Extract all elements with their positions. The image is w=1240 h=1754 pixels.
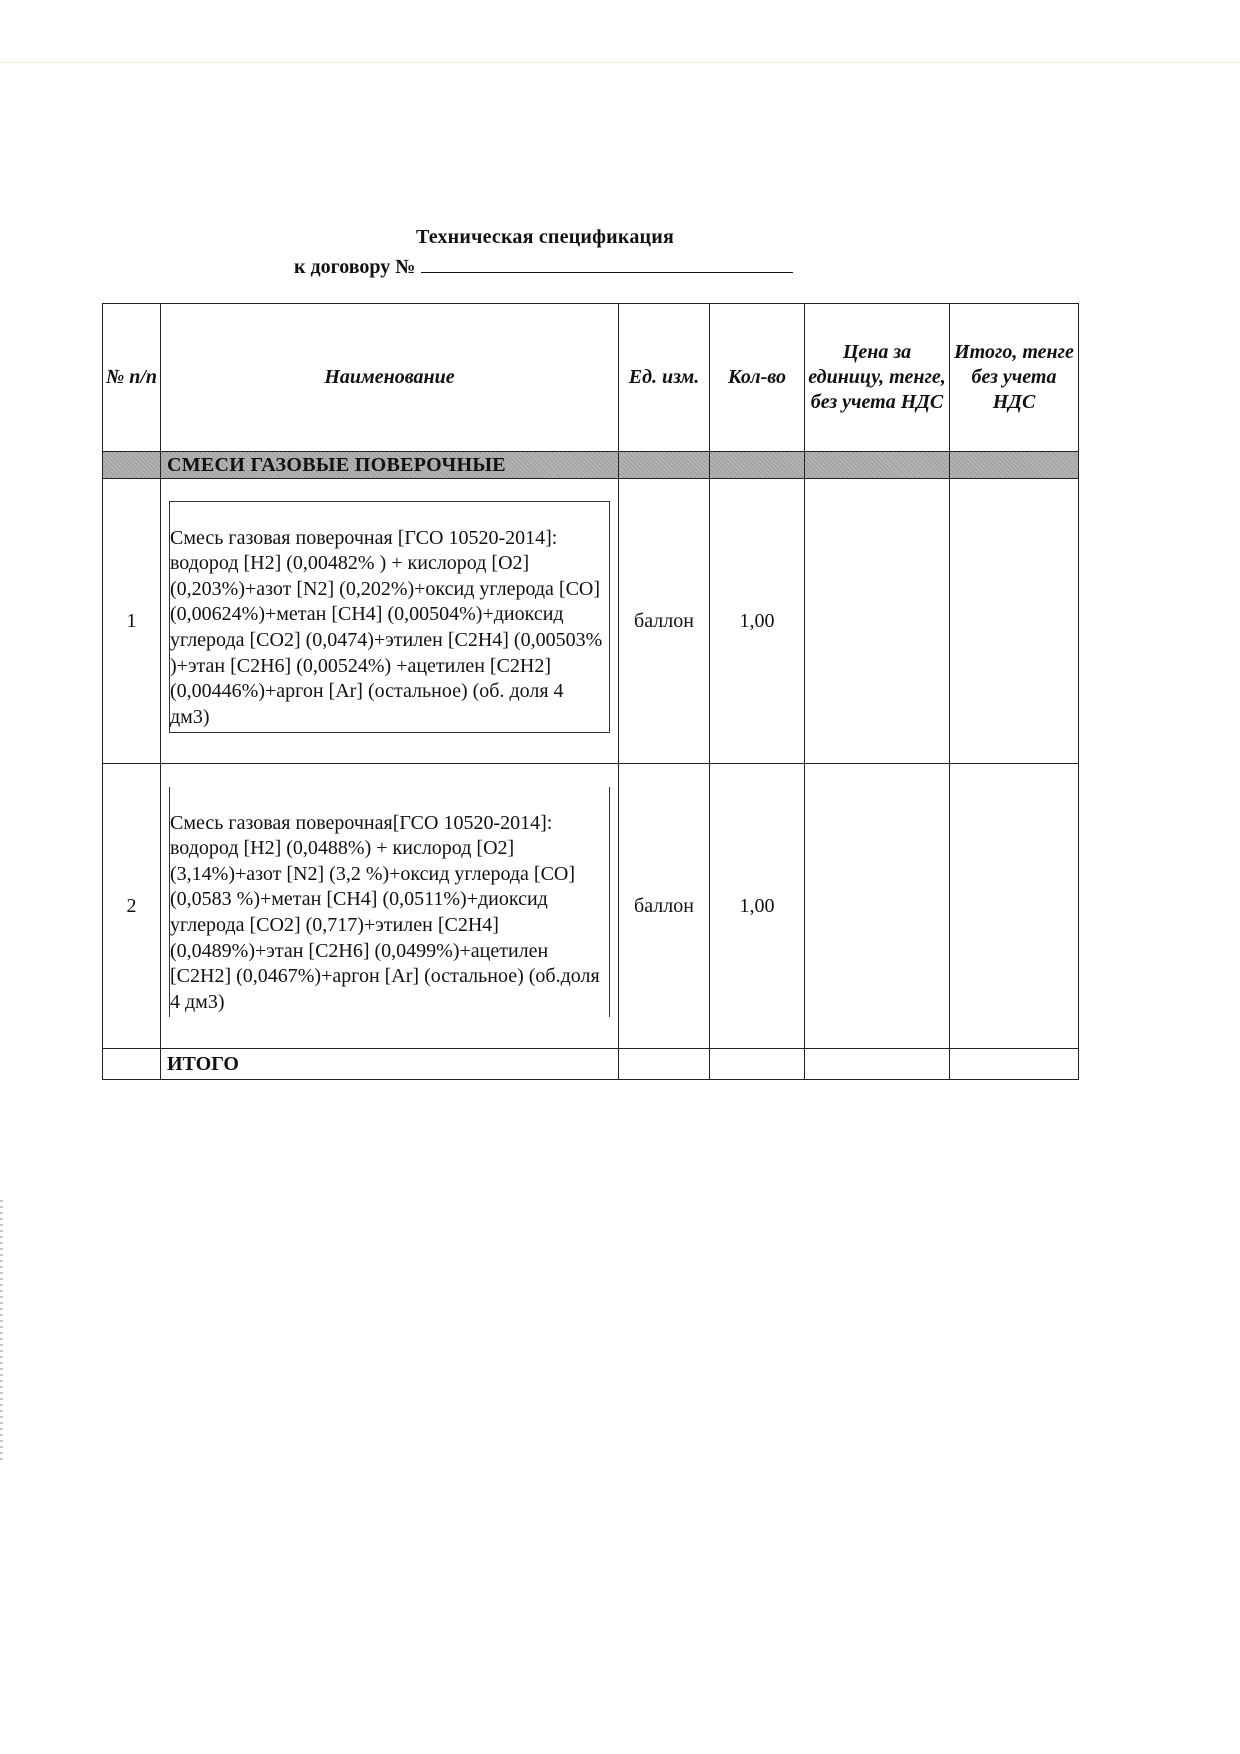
row-num: 2 [103,764,161,1049]
row-unit: баллон [619,479,710,764]
total-row [103,1049,1079,1080]
contract-label: к договору № [294,256,416,278]
row-qty: 1,00 [710,479,805,764]
row-unit: баллон [619,764,710,1049]
section-cell-empty [103,452,161,479]
section-cell-empty [950,452,1079,479]
total-cell-empty [710,1049,805,1080]
row-name-cell [161,479,619,764]
header-name: Наименование [161,304,619,452]
total-cell-empty [950,1049,1079,1080]
total-cell-empty [805,1049,950,1080]
table-row [103,764,1079,1049]
row-name: Смесь газовая поверочная [ГСО 10520-2014]: водород [Н2] (0,00482% ) + кислород [О2] (0,203%)+азот [N2] (0,202%)+оксид углерода [СО] (0,00624%)+метан [СН4] (0,00504%)+диоксид углерода [СО2] (0,0474)+этилен [С2Н4] (0,00503% )+этан [С2Н6] (0,00524%) +ацетилен [С2Н2] (0,00446%)+аргон [Ar] (остальное) (об. доля 4 дм3) [169,501,610,734]
total-cell-empty [103,1049,161,1080]
row-price [805,479,950,764]
section-row [103,452,1079,479]
header-unit: Ед. изм. [619,304,710,452]
row-total [950,764,1079,1049]
contract-number-blank [421,254,793,273]
row-price [805,764,950,1049]
specification-table [102,303,1079,1080]
row-num: 1 [103,479,161,764]
top-rule [0,62,1240,63]
header-price: Цена за единицу, тенге, без учета НДС [805,304,950,452]
scan-edge-marks [0,1200,3,1460]
row-name-cell [161,764,619,1049]
section-cell-empty [805,452,950,479]
total-label: ИТОГО [161,1049,619,1080]
section-label: СМЕСИ ГАЗОВЫЕ ПОВЕРОЧНЫЕ [161,452,619,479]
section-cell-empty [619,452,710,479]
row-qty: 1,00 [710,764,805,1049]
header-total: Итого, тенге без учета НДС [950,304,1079,452]
document-title: Техническая спецификация [416,226,674,248]
header-qty: Кол-во [710,304,805,452]
contract-line [294,254,793,279]
row-total [950,479,1079,764]
table-row [103,479,1079,764]
header-num: № п/п [103,304,161,452]
row-name: Смесь газовая поверочная[ГСО 10520-2014]: водород [Н2] (0,0488%) + кислород [О2] (3,14%)+азот [N2] (3,2 %)+оксид углерода [СО] (0,0583 %)+метан [СН4] (0,0511%)+диоксид углерода [СО2] (0,717)+этилен [С2Н4] (0,0489%)+этан [С2Н6] (0,0499%)+ацетилен [С2Н2] (0,0467%)+аргон [Ar] (остальное) (об.доля 4 дм3) [169,787,610,1018]
section-cell-empty [710,452,805,479]
total-cell-empty [619,1049,710,1080]
table-header-row [103,304,1079,452]
